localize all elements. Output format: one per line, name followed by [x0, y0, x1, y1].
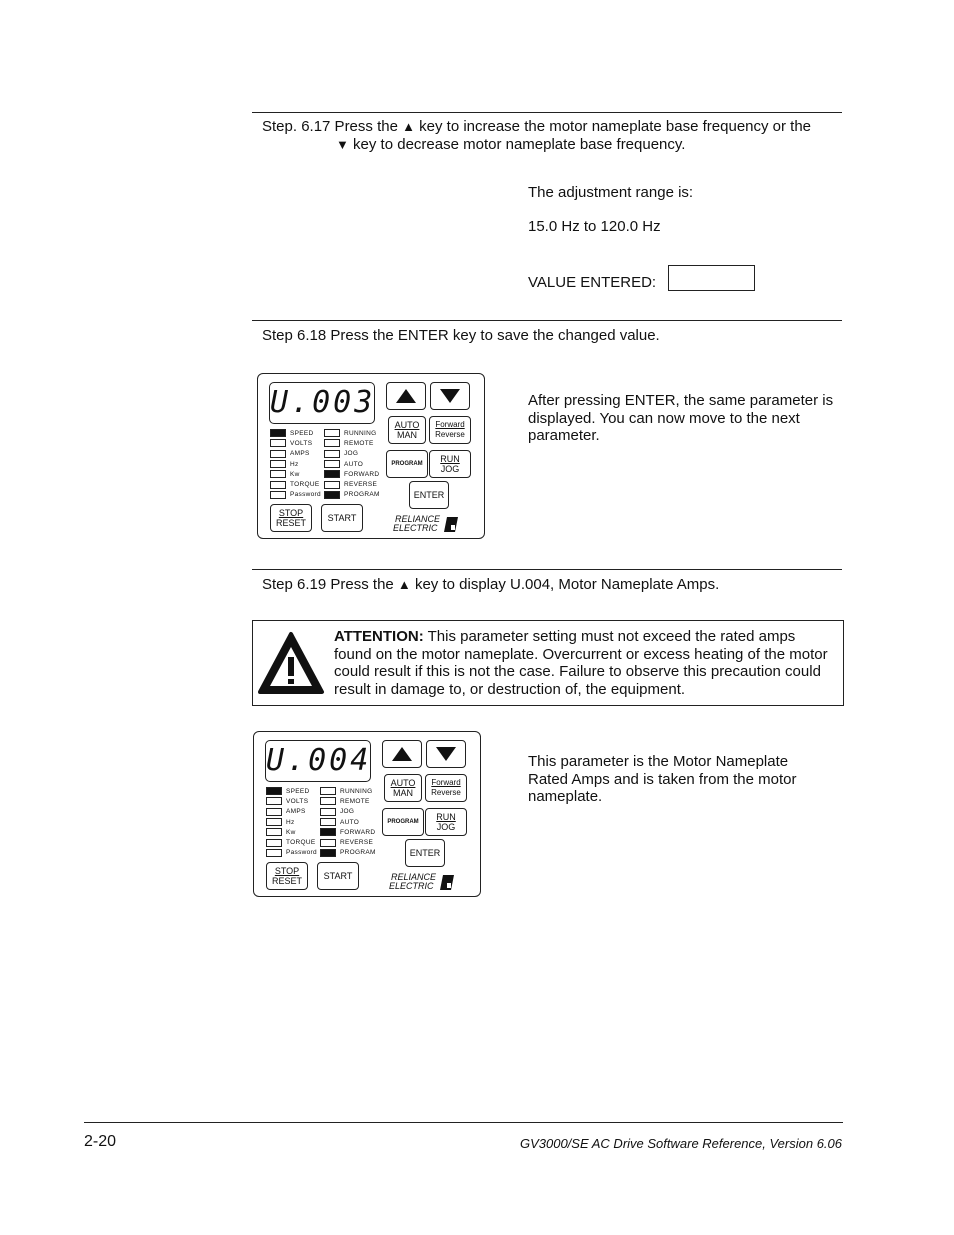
reset-label: RESET	[271, 876, 302, 886]
led-indicator	[266, 818, 282, 826]
keypad-2-left-leds	[266, 786, 317, 858]
stop-label: STOP	[274, 866, 300, 876]
step-6-19-pre: Step 6.19 Press the	[262, 576, 398, 593]
top-rule	[252, 112, 842, 113]
step-6-17	[262, 118, 842, 153]
page-number: 2-20	[84, 1133, 117, 1150]
down-arrow-icon	[439, 388, 461, 404]
down-arrow-icon: ▼	[336, 136, 349, 152]
led-label: REMOTE	[344, 439, 374, 447]
led-label: AMPS	[286, 808, 306, 816]
logo-line2: ELECTRIC	[389, 881, 434, 891]
man-label: MAN	[397, 430, 417, 440]
keypad-1-right-leds	[324, 428, 380, 500]
led-label: JOG	[344, 450, 359, 458]
led-label: AMPS	[290, 450, 310, 458]
led-indicator	[324, 491, 340, 499]
keypad-2-stop-reset-button[interactable]	[266, 862, 308, 890]
led-indicator	[270, 470, 286, 478]
keypad-1-up-button[interactable]	[386, 382, 426, 410]
led-label: Kw	[290, 470, 300, 478]
led-row	[270, 479, 321, 489]
led-indicator	[324, 450, 340, 458]
step-6-19-post: key to display U.004, Motor Nameplate Amps.	[410, 576, 720, 593]
keypad-1-enter-button[interactable]: ENTER	[409, 481, 449, 509]
led-label: Password	[290, 491, 321, 499]
led-row	[266, 837, 317, 847]
attention-body: This parameter setting must not exceed the rated amps found on the motor nameplate. Overcurrent or excess heating of the motor could result if this is not the case. Failure to observe this precaution could result in damage to, or destruction of, the equipment.	[334, 628, 828, 698]
keypad-2-right-leds	[320, 786, 376, 858]
led-label: Hz	[286, 818, 295, 826]
step-6-19	[262, 576, 719, 594]
keypad-1-display: U.003	[269, 382, 375, 424]
led-indicator	[270, 481, 286, 489]
jog-label: JOG	[436, 822, 456, 832]
led-indicator	[320, 828, 336, 836]
keypad-1-stop-reset-button[interactable]	[270, 504, 312, 532]
keypad-1-start-button[interactable]: START	[321, 504, 363, 532]
led-row	[270, 449, 321, 459]
led-indicator	[266, 797, 282, 805]
up-arrow-icon	[395, 388, 417, 404]
auto-label: AUTO	[390, 778, 416, 788]
led-row	[324, 459, 380, 469]
led-row	[270, 469, 321, 479]
led-label: FORWARD	[340, 828, 376, 836]
led-label: TORQUE	[286, 839, 316, 847]
led-indicator	[270, 439, 286, 447]
led-row	[320, 807, 376, 817]
reliance-logo-text	[395, 515, 440, 533]
reverse-label: Reverse	[431, 788, 461, 797]
led-label: Hz	[290, 460, 299, 468]
led-row	[324, 469, 380, 479]
led-label: REVERSE	[340, 839, 374, 847]
led-label: PROGRAM	[340, 849, 376, 857]
led-row	[266, 827, 317, 837]
led-row	[266, 796, 317, 806]
led-indicator	[324, 429, 340, 437]
keypad-2-run-jog-button[interactable]	[425, 808, 467, 836]
led-indicator	[324, 481, 340, 489]
attention-heading: ATTENTION:	[334, 628, 424, 645]
keypad-2-up-button[interactable]	[382, 740, 422, 768]
keypad-1-forward-reverse-button[interactable]	[429, 416, 471, 444]
led-row	[320, 827, 376, 837]
logo-line1: RELIANCE	[395, 514, 441, 524]
jog-label: JOG	[440, 464, 460, 474]
led-indicator	[266, 808, 282, 816]
run-label: RUN	[440, 454, 460, 464]
led-indicator	[266, 849, 282, 857]
led-label: TORQUE	[290, 481, 320, 489]
adjustment-range-value: 15.0 Hz to 120.0 Hz	[528, 218, 661, 235]
led-label: VOLTS	[286, 797, 309, 805]
led-indicator	[270, 450, 286, 458]
led-indicator	[270, 429, 286, 437]
warning-icon	[257, 631, 325, 695]
led-label: RUNNING	[340, 787, 373, 795]
keypad-2-display: U.004	[265, 740, 371, 782]
attention-box	[252, 620, 844, 706]
value-entered-label: VALUE ENTERED:	[528, 274, 657, 291]
led-indicator	[324, 470, 340, 478]
up-arrow-icon: ▲	[402, 119, 415, 134]
value-entered-field[interactable]	[668, 265, 755, 291]
reset-label: RESET	[275, 518, 306, 528]
led-row	[266, 807, 317, 817]
step-6-17-line1: key to increase the motor nameplate base frequency or the	[414, 118, 812, 135]
led-indicator	[324, 460, 340, 468]
led-label: Kw	[286, 828, 296, 836]
led-label: REMOTE	[340, 797, 370, 805]
adjustment-range-label: The adjustment range is:	[528, 184, 694, 201]
led-label: AUTO	[344, 460, 364, 468]
led-row	[324, 490, 380, 500]
led-label: RUNNING	[344, 429, 377, 437]
reverse-label: Reverse	[435, 430, 465, 439]
led-indicator	[320, 849, 336, 857]
man-label: MAN	[393, 788, 413, 798]
led-label: JOG	[340, 808, 355, 816]
rule-6-18	[252, 320, 842, 321]
step-6-17-label: Step. 6.17	[262, 118, 331, 135]
keypad-2-down-button[interactable]	[426, 740, 466, 768]
footer-rule	[84, 1122, 843, 1123]
led-row	[270, 428, 321, 438]
led-row	[320, 848, 376, 858]
led-row	[320, 817, 376, 827]
led-indicator	[320, 797, 336, 805]
keypad-1-down-button[interactable]	[430, 382, 470, 410]
led-indicator	[266, 787, 282, 795]
run-label: RUN	[436, 812, 456, 822]
led-label: FORWARD	[344, 470, 380, 478]
auto-label: AUTO	[394, 420, 420, 430]
led-indicator	[320, 808, 336, 816]
led-label: REVERSE	[344, 481, 378, 489]
forward-label: Forward	[435, 420, 465, 429]
led-label: Password	[286, 849, 317, 857]
keypad-1	[257, 373, 485, 539]
reliance-logo-icon	[440, 875, 454, 890]
reliance-logo-icon	[444, 517, 458, 532]
led-row	[266, 848, 317, 858]
led-indicator	[320, 787, 336, 795]
led-label: SPEED	[286, 787, 310, 795]
led-row	[324, 449, 380, 459]
led-row	[270, 459, 321, 469]
led-label: PROGRAM	[344, 491, 380, 499]
led-indicator	[270, 491, 286, 499]
led-label: VOLTS	[290, 439, 313, 447]
keypad-1-left-leds	[270, 428, 321, 500]
motor-param-text: This parameter is the Motor Nameplate Rated Amps and is taken from the motor nameplate.	[528, 753, 797, 805]
keypad-1-run-jog-button[interactable]	[429, 450, 471, 478]
step-6-17-line2: key to decrease motor nameplate base frequency.	[348, 135, 686, 153]
led-label: AUTO	[340, 818, 360, 826]
logo-line1: RELIANCE	[391, 872, 437, 882]
after-enter-text: After pressing ENTER, the same parameter is displayed. You can now move to the next parameter.	[528, 392, 834, 444]
keypad-2-enter-button[interactable]: ENTER	[405, 839, 445, 867]
keypad-2-program-button[interactable]: PROGRAM	[382, 808, 424, 836]
logo-line2: ELECTRIC	[393, 523, 438, 533]
led-row	[270, 490, 321, 500]
led-indicator	[270, 460, 286, 468]
led-indicator	[320, 818, 336, 826]
forward-label: Forward	[431, 778, 461, 787]
led-row	[324, 428, 380, 438]
led-row	[324, 479, 380, 489]
keypad-2	[253, 731, 481, 897]
step-6-18: Step 6.18 Press the ENTER key to save the changed value.	[262, 327, 660, 344]
led-indicator	[320, 839, 336, 847]
led-row	[320, 786, 376, 796]
document-title: GV3000/SE AC Drive Software Reference, Version 6.06	[519, 1136, 842, 1151]
led-row	[320, 796, 376, 806]
led-indicator	[324, 439, 340, 447]
keypad-2-auto-man-button[interactable]	[384, 774, 422, 802]
rule-6-19	[252, 569, 842, 570]
led-indicator	[266, 839, 282, 847]
stop-label: STOP	[278, 508, 304, 518]
led-row	[270, 438, 321, 448]
up-arrow-icon	[391, 746, 413, 762]
led-row	[266, 817, 317, 827]
led-label: SPEED	[290, 429, 314, 437]
step-6-17-pre: Press the	[330, 118, 403, 135]
keypad-1-program-button[interactable]: PROGRAM	[386, 450, 428, 478]
keypad-2-start-button[interactable]: START	[317, 862, 359, 890]
led-row	[324, 438, 380, 448]
down-arrow-icon	[435, 746, 457, 762]
attention-text	[334, 628, 834, 698]
led-row	[320, 837, 376, 847]
keypad-1-auto-man-button[interactable]	[388, 416, 426, 444]
up-arrow-icon: ▲	[397, 577, 411, 592]
keypad-2-forward-reverse-button[interactable]	[425, 774, 467, 802]
reliance-logo-text	[391, 873, 436, 891]
led-indicator	[266, 828, 282, 836]
led-row	[266, 786, 317, 796]
